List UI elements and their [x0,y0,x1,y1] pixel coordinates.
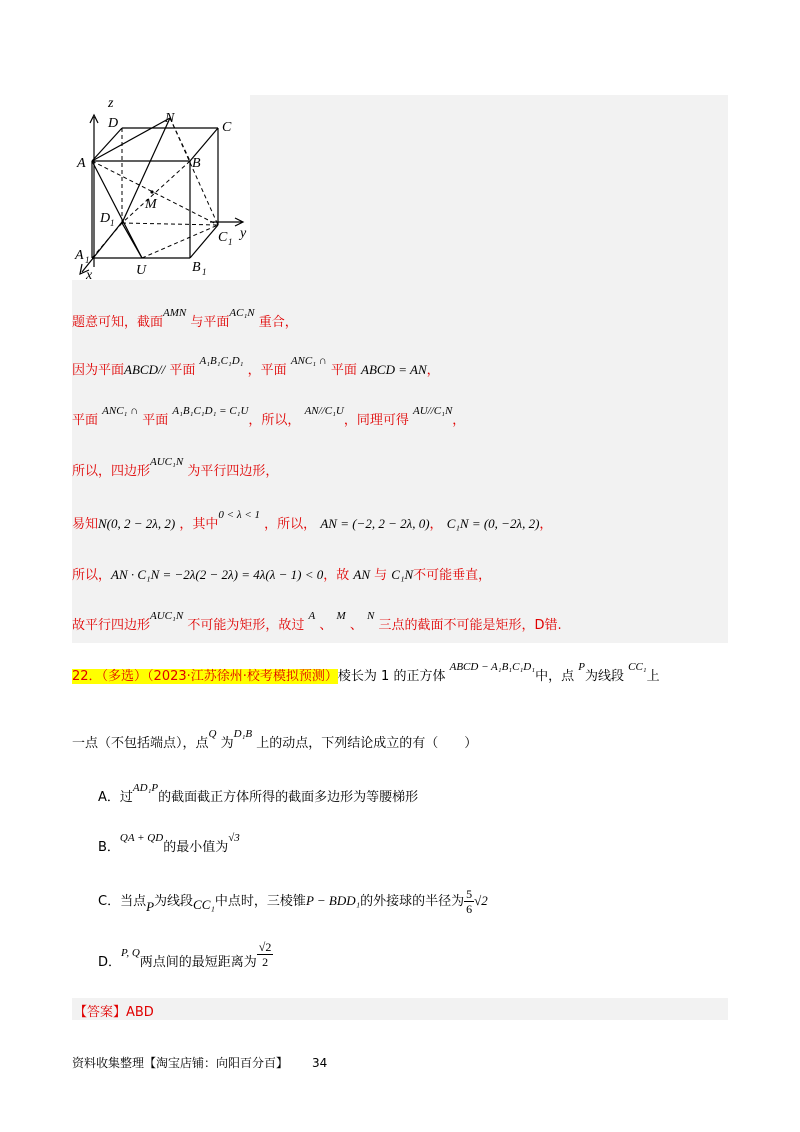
solution-line-4: 所以，四边形$^{AUC_1N}$ 为平行四边形， [72,456,279,479]
option-d: D．$^{P, Q}$两点间的最短距离为 $\frac{√2}{2}$ [98,940,272,970]
solution-line-7: 故平行四边形$^{AUC_1N}$ 不可能为矩形，故过 $^A$ 、 $^M$ 、 $^N$ 三点的截面不可能是矩形，D错. [72,610,562,633]
answer-text: 【答案】ABD [74,1005,154,1020]
cube-figure [72,95,250,280]
fraction-sqrt2-over-2: $\frac{√2}{2}$ [258,940,272,969]
footer [72,1054,327,1071]
label-z: z [108,96,114,111]
option-b: B．$^{QA + QD}$的最小值为$^{√3}$ [98,832,240,855]
solution-line-3: 平面 $^{ANC_1 \cap}$ 平面 $^{A_1B_1C_1D_1 = C_1U}$，所以， $^{AN//C_1U}$，同理可得 $^{AU//C_1N}$， [72,405,466,428]
question-line-2: 一点（不包括端点），点$^Q$ 为$^{D_1B}$ 上的动点，下列结论成立的有（ ） [72,728,478,751]
solution-line-1: 题意可知，截面$^{AMN}$ 与平面$^{AC_1N}$ 重合， [72,307,298,330]
label-y: y [240,226,247,241]
label-C: C [222,120,232,135]
solution-line-5: 易知N(0, 2 − 2λ, 2) ，其中$^{0 < \lambda < 1}$ ，所以， AN = (−2, 2 − 2λ, 0)， C₁N = (0, −2λ, 2)， [72,509,553,532]
label-N: N [165,111,175,126]
question-line-1: 22．（多选）（2023·江苏徐州·校考模拟预测）棱长为 1 的正方体 $^{ABCD - A_1B_1C_1D_1}$中，点 $^P$为线段 $^{CC_1}$上 [72,661,660,684]
footer-text: 资料收集整理【淘宝店铺：向阳百分百】 [72,1056,289,1070]
answer-background [72,998,728,1020]
label-U: U [136,263,147,278]
solution-line-2: 因为平面ABCD// 平面 $^{A_1B_1C_1D_1}$ ，平面 $^{ANC_1 \cap}$ 平面 ABCD = AN， [72,355,440,378]
solution-line-6: 所以，AN · C₁N = −2λ(2 − 2λ) = 4λ(λ − 1) < 0，故 AN 与 C₁N不可能垂直， [72,567,492,583]
label-x: x [86,268,93,280]
label-D: D [108,116,119,131]
label-B1-sub: 1 [202,267,207,277]
question-header: 22．（多选）（2023·江苏徐州·校考模拟预测） [72,669,338,684]
cube-diagram [72,95,250,280]
label-C1-sub: 1 [228,237,233,247]
label-D1-sub: 1 [110,218,115,228]
label-B1: B [192,260,201,275]
label-C1: C [218,230,228,245]
option-a: A．过$^{AD_1P}$的截面截正方体所得的截面多边形为等腰梯形 [98,782,419,805]
page-number: 34 [312,1056,328,1070]
label-D1: D [100,211,111,226]
label-A: A [77,156,86,171]
label-A1: A [75,248,84,263]
label-M: M [145,197,157,212]
option-c: C．当点P为线段CC₁中点时，三棱锥P − BDD₁的外接球的半径为 $\frac{5}{6}$ √2 [98,887,488,916]
label-A1-sub: 1 [85,255,90,265]
fraction-five-sixths: $\frac{5}{6}$ [466,887,473,916]
label-B: B [192,156,201,171]
